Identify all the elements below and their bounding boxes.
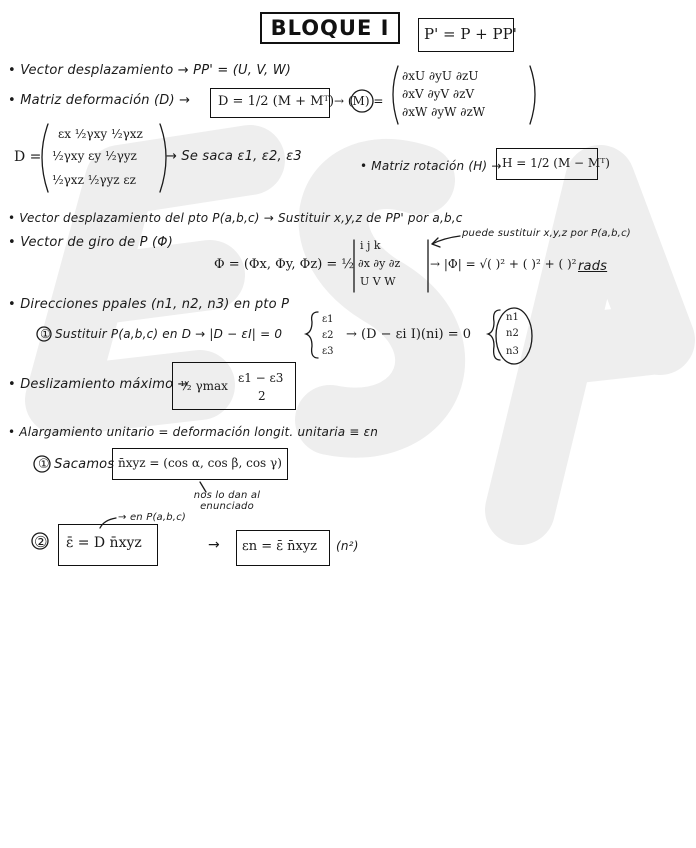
sacamos-step: ① Sacamos <box>38 457 115 472</box>
epsilon-1: ε1 <box>322 314 334 325</box>
n-1: n1 <box>506 312 519 323</box>
m-matrix-row-3: ∂xW ∂yW ∂zW <box>402 105 486 119</box>
vector-desplazamiento-pto-line: • Vector desplazamiento del pto P(a,b,c) → Sustituir x,y,z de PP' por a,b,c <box>8 211 463 225</box>
en-p-note: → en P(a,b,c) <box>118 512 186 523</box>
epsilon-3: ε3 <box>322 346 334 357</box>
phi-det-row-1: i j k <box>360 239 381 252</box>
matriz-rotacion-label: • Matriz rotación (H) → <box>360 159 502 173</box>
alargamiento-unitario-line: • Alargamiento unitario = deformación longit. unitaria ≡ εn <box>8 425 379 439</box>
sustituir-note: puede sustituir x,y,z por P(a,b,c) <box>462 228 631 239</box>
gamma-max-denominator: 2 <box>258 389 266 403</box>
step-2-marker: ② <box>34 533 48 551</box>
m-label: → (M) = <box>334 94 384 108</box>
eigen-equation: → (D − εi I)(ni) = 0 <box>346 327 472 342</box>
direcciones-ppales-line: • Direcciones ppales (n1, n2, n3) en pto P <box>8 297 290 312</box>
n-xyz-formula: n̄xyz = (cos α, cos β, cos γ) <box>118 456 282 470</box>
gamma-max: ½ γmax <box>180 379 228 393</box>
sustituir-d-line: ① Sustituir P(a,b,c) en D → |D − εI| = 0 <box>40 327 283 341</box>
deslizamiento-maximo-label: • Deslizamiento máximo → <box>8 377 189 392</box>
vector-desplazamiento-line: • Vector desplazamiento → PP' = (U, V, W) <box>8 63 292 78</box>
pp-formula: P' = P + PP' <box>424 25 517 43</box>
matriz-deformacion-label: • Matriz deformación (D) → <box>8 93 191 108</box>
m-matrix-row-1: ∂xU ∂yU ∂zU <box>402 69 479 83</box>
d-matrix-row-1: εx ½γxy ½γxz <box>58 127 143 141</box>
phi-modulus: → |Φ| = √( )² + ( )² + ( )² <box>430 257 577 271</box>
d-matrix-label: D = <box>14 149 42 165</box>
gamma-max-numerator: ε1 − ε3 <box>238 371 284 385</box>
enunciado-note: nos lo dan al enunciado <box>193 490 261 512</box>
rads-unit: rads <box>578 259 608 274</box>
d-result: → Se saca ε1, ε2, ε3 <box>166 149 302 164</box>
phi-det-row-2: ∂x ∂y ∂z <box>358 257 401 270</box>
epsilon-n-unit: (n²) <box>336 539 359 553</box>
vector-giro-line: • Vector de giro de P (Φ) <box>8 235 174 250</box>
step-arrow: → <box>208 537 220 553</box>
d-matrix-row-3: ½γxz ½γyz εz <box>52 173 136 187</box>
d-formula: D = 1/2 (M + Mᵀ) <box>218 94 335 109</box>
d-matrix-row-2: ½γxy εy ½γyz <box>52 149 137 163</box>
epsilon-n-formula: εn = ε̄ n̄xyz <box>242 539 318 554</box>
epsilon-2: ε2 <box>322 330 334 341</box>
phi-det-row-3: U V W <box>360 275 396 288</box>
n-2: n2 <box>506 328 519 339</box>
m-matrix-row-2: ∂xV ∂yV ∂zV <box>402 87 475 101</box>
phi-equation: Φ = (Φx, Φy, Φz) = ½ <box>214 257 355 272</box>
page-title: BLOQUE I <box>260 12 400 44</box>
n-3: n3 <box>506 346 519 357</box>
epsilon-vector-formula: ε̄ = D n̄xyz <box>66 535 142 551</box>
h-formula: H = 1/2 (M − Mᵀ) <box>502 156 610 170</box>
